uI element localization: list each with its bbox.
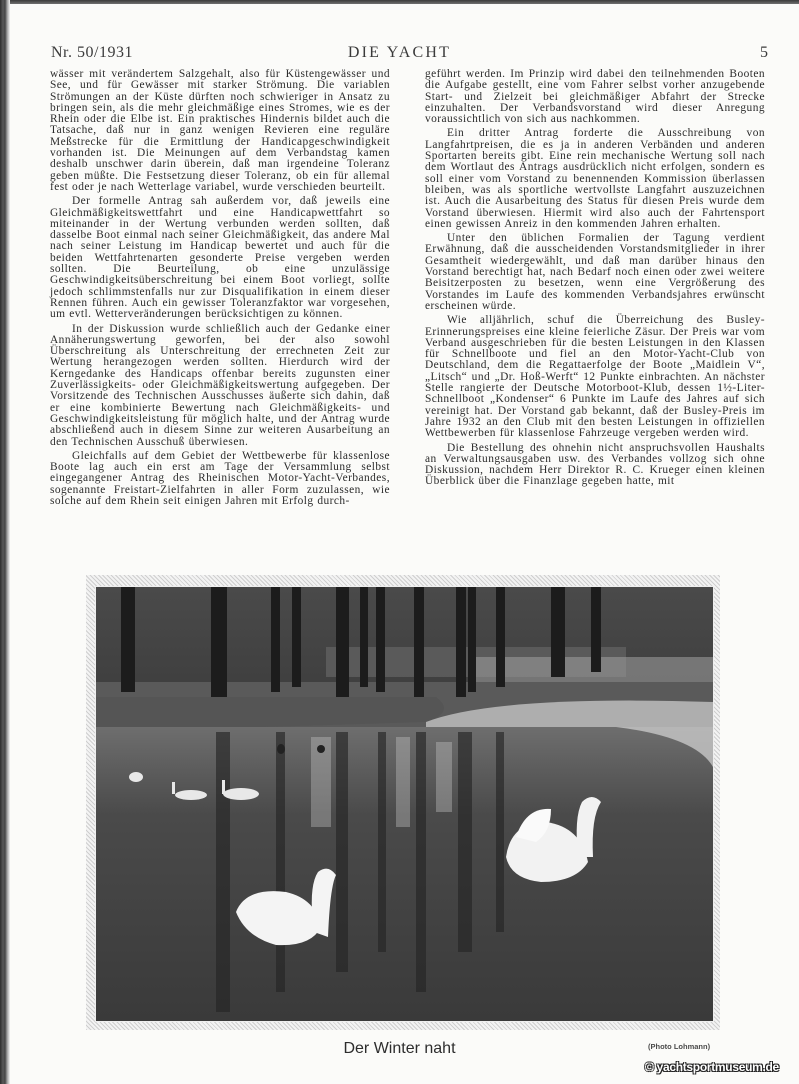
copyright-watermark: © yachtsportmuseum.de (645, 1060, 779, 1074)
paragraph: Der formelle Antrag sah außerdem vor, daß jeweils eine Gleichmäßigkeitswettfahrt und eine Handicapwettfahrt so miteinander in der Wertung verbunden werden sollten, daß dasselbe Boot einmal nach seiner Gleichmäßigkeit, das andere Mal nach seiner Leistung im Handicap bewertet und auch für die beiden Wettfahrtenarten gesonderte Preise vergeben werden sollten. Die Beurteilung, ob eine unzulässige Geschwindigkeitsüberschreitung bei einem Boot vorliegt, sollte jedoch schlimmstenfalls nur zur Disqualifikation in einem dieser Rennen führen. Auch ein gewisser Toleranzfaktor war vorgesehen, um evtl. Wetterveränderungen berücksichtigen zu können. (50, 195, 390, 321)
page-number: 5 (760, 44, 769, 61)
paragraph: Ein dritter Antrag forderte die Ausschreibung von Langfahrtpreisen, die es ja in anderen Verbänden und anderen Sportarten bereits gibt. Eine rein mechanische Wertung soll nach dem Wortlaut des Antrags ausdrücklich nicht erfolgen, sondern es soll einer vom Vorstand zu benennenden Kommission überlassen bleiben, was als sportliche wertvollste Langfahrt auszuzeichnen ist. Auch die Ausarbeitung des Status für diesen Preis wurde dem Vorstand überwiesen. Hiermit wird also auch der Fahrtensport einen gewissen Anreiz in den kommenden Jahren erhalten. (425, 127, 765, 230)
paragraph: geführt werden. Im Prinzip wird dabei den teilnehmenden Booten die Aufgabe gestellt, eine vom Fahrer selbst vorher anzugebende Start- und Zielzeit bei gleichmäßiger Abfahrt der Strecke einzuhalten. Der Verbandsvorstand wird dieser Anregung voraussichtlich von sich aus nachkommen. (425, 68, 765, 126)
magazine-title: DIE YACHT (347, 44, 452, 61)
paragraph: Unter den üblichen Formalien der Tagung verdient Erwähnung, daß die ausscheidenden Vorstandsmitglieder in ihrer Gesamtheit wiedergewählt, und daß man darüber hinaus den Vorstand berechtigt hat, nach Bedarf noch einen oder zwei weitere Beisitzerposten zu besetzen, wenn eine Vergrößerung des Vorstandes im Laufe des kommenden Verbandsjahres erwünscht erscheinen würde. (425, 232, 765, 312)
photo-credit: (Photo Lohmann) (648, 1042, 711, 1051)
photo-illustration (96, 587, 713, 1021)
paragraph: In der Diskussion wurde schließlich auch der Gedanke einer Annäherungswertung geworfen, bei der also sowohl Überschreitung als Unterschreitung der errechneten Zeit zur Wertung herangezogen werden sollten. Hierdurch wird der Kerngedanke des Handicaps offenbar bereits zugunsten einer Zuverlässigkeits- oder Gleichmäßigkeitswertung aufgegeben. Der Vorsitzende des Technischen Ausschusses äußerte sich dahin, daß er eine kombinierte Bewertung nach Gleichmäßigkeits- und Geschwindigkeitsleistung für möglich halte, und der Antrag wurde abschließend auch in diesem Sinne zur weiteren Ausarbeitung an den Technischen Ausschuß überwiesen. (50, 322, 390, 448)
paragraph: wässer mit verändertem Salzgehalt, also für Küstengewässer und See, und für Gewässer mit starker Strömung. Die variablen Strömungen an der Küste dürften noch schwieriger in Ansatz zu bringen sein, als die mehr gleichmäßige eines Stromes, wie es der Rhein oder die Elbe ist. Ein praktisches Hindernis bildet auch die Tatsache, daß nur in ganz wenigen Revieren eine reguläre Meßstrecke für die Ermittlung der Handicapgeschwindigkeit vorhanden ist. Die Meinungen auf dem Verbandstag kamen deshalb unschwer darin überein, daß man irgendeine Toleranz geben müßte. Die Festsetzung dieser Toleranz, ob ein für allemal fest oder je nach Wetterlage variabel, wurde verschieden beurteilt. (50, 68, 390, 193)
scan-top-edge (0, 0, 799, 4)
right-text-column (425, 69, 765, 488)
paragraph: Die Bestellung des ohnehin nicht anspruchsvollen Haushalts an Verwaltungsausgaben usw. des Verbandes vollzog sich ohne Diskussion, nachdem Herr Direktor R. C. Krueger einen kleinen Überblick über die Finanzlage gegeben hatte, mit (425, 441, 765, 488)
paragraph: Wie alljährlich, schuf die Überreichung des Busley-Erinnerungspreises eine kleine feierliche Zäsur. Der Preis war vom Verband ausgeschrieben für die besten Leistungen in den Klassen für Schnellboote und fiel an den Motor-Yacht-Club von Deutschland, dem die Regattaerfolge der Boote „Maidlein V“, „Litsch“ und „Dr. Hoß-Werft“ 12 Punkte einbrachten. An nächster Stelle rangierte der Deutsche Motorboot-Klub, dessen 1½-Liter-Schnellboot „Kondenser“ 6 Punkte im Laufe des Jahres auf sich vereinigt hat. Der Vorstand gab bekannt, daß der Busley-Preis im Jahre 1932 an den Club mit den besten Leistungen in offiziellen Wettbewerben für klassenlose Fahrzeuge vergeben werden wird. (425, 314, 765, 440)
book-binding-edge (0, 0, 10, 1084)
photo-caption: Der Winter naht (343, 1040, 456, 1057)
winter-swans-photo (95, 586, 714, 1022)
issue-number: Nr. 50/1931 (51, 44, 133, 61)
paragraph: Gleichfalls auf dem Gebiet der Wettbewerbe für klassenlose Boote lag auch ein erst am Tage der Versammlung selbst eingegangener Antrag des Rheinischen Motor-Yacht-Verbandes, sogenannte Freistart-Zielfahrten in aller Form zuzulassen, wie solche auf dem Rhein seit einigen Jahren mit Erfolg durch- (50, 449, 390, 507)
left-text-column (50, 69, 390, 507)
